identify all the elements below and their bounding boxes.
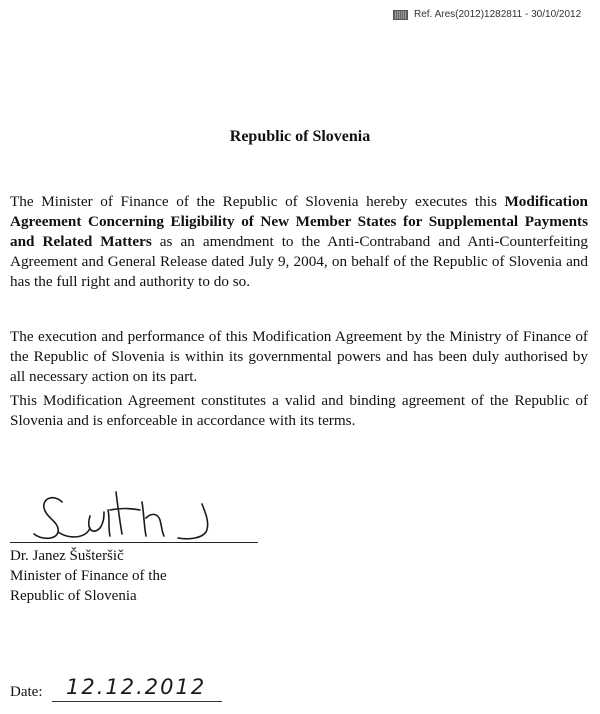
signatory-title-line1: Minister of Finance of the [10,568,167,584]
paragraph-execution [10,192,588,292]
signatory-title-line2: Republic of Slovenia [10,588,137,604]
date-line [52,701,222,702]
agreement-name: Modification Agreement Concerning Eligibility of New Member States for Supplemental Payments and Related Matters [10,193,588,250]
reference-stamp [393,9,581,20]
paragraph-rest: as an amendment to the Anti-Contraband and Anti-Counterfeiting Agreement and General Release dated July 9, 2004, on behalf of the Republic of Slovenia and has the full right and authority to do so. [10,233,588,290]
reference-stamp-text: Ref. Ares(2012)1282811 - 30/10/2012 [414,9,582,20]
paragraph-binding: This Modification Agreement constitutes a valid and binding agreement of the Republic of Slovenia and is enforceable in accordance with its terms. [10,392,588,429]
barcode-icon [393,10,408,20]
signatory-block [10,546,167,606]
paragraph-performance: The execution and performance of this Modification Agreement by the Ministry of Finance of the Republic of Slovenia is within its governmental powers and has been duly authorised by all necessary action on its part. [10,328,588,385]
date-value: 12.12.2012 [66,675,207,699]
paragraph-intro: The Minister of Finance of the Republic of Slovenia hereby executes this [10,193,497,210]
signatory-name: Dr. Janez Šušteršič [10,548,124,564]
signature-line [10,542,258,543]
document-title: Republic of Slovenia [229,128,371,145]
date-label: Date: [10,684,43,700]
handwritten-signature-icon [30,488,230,544]
